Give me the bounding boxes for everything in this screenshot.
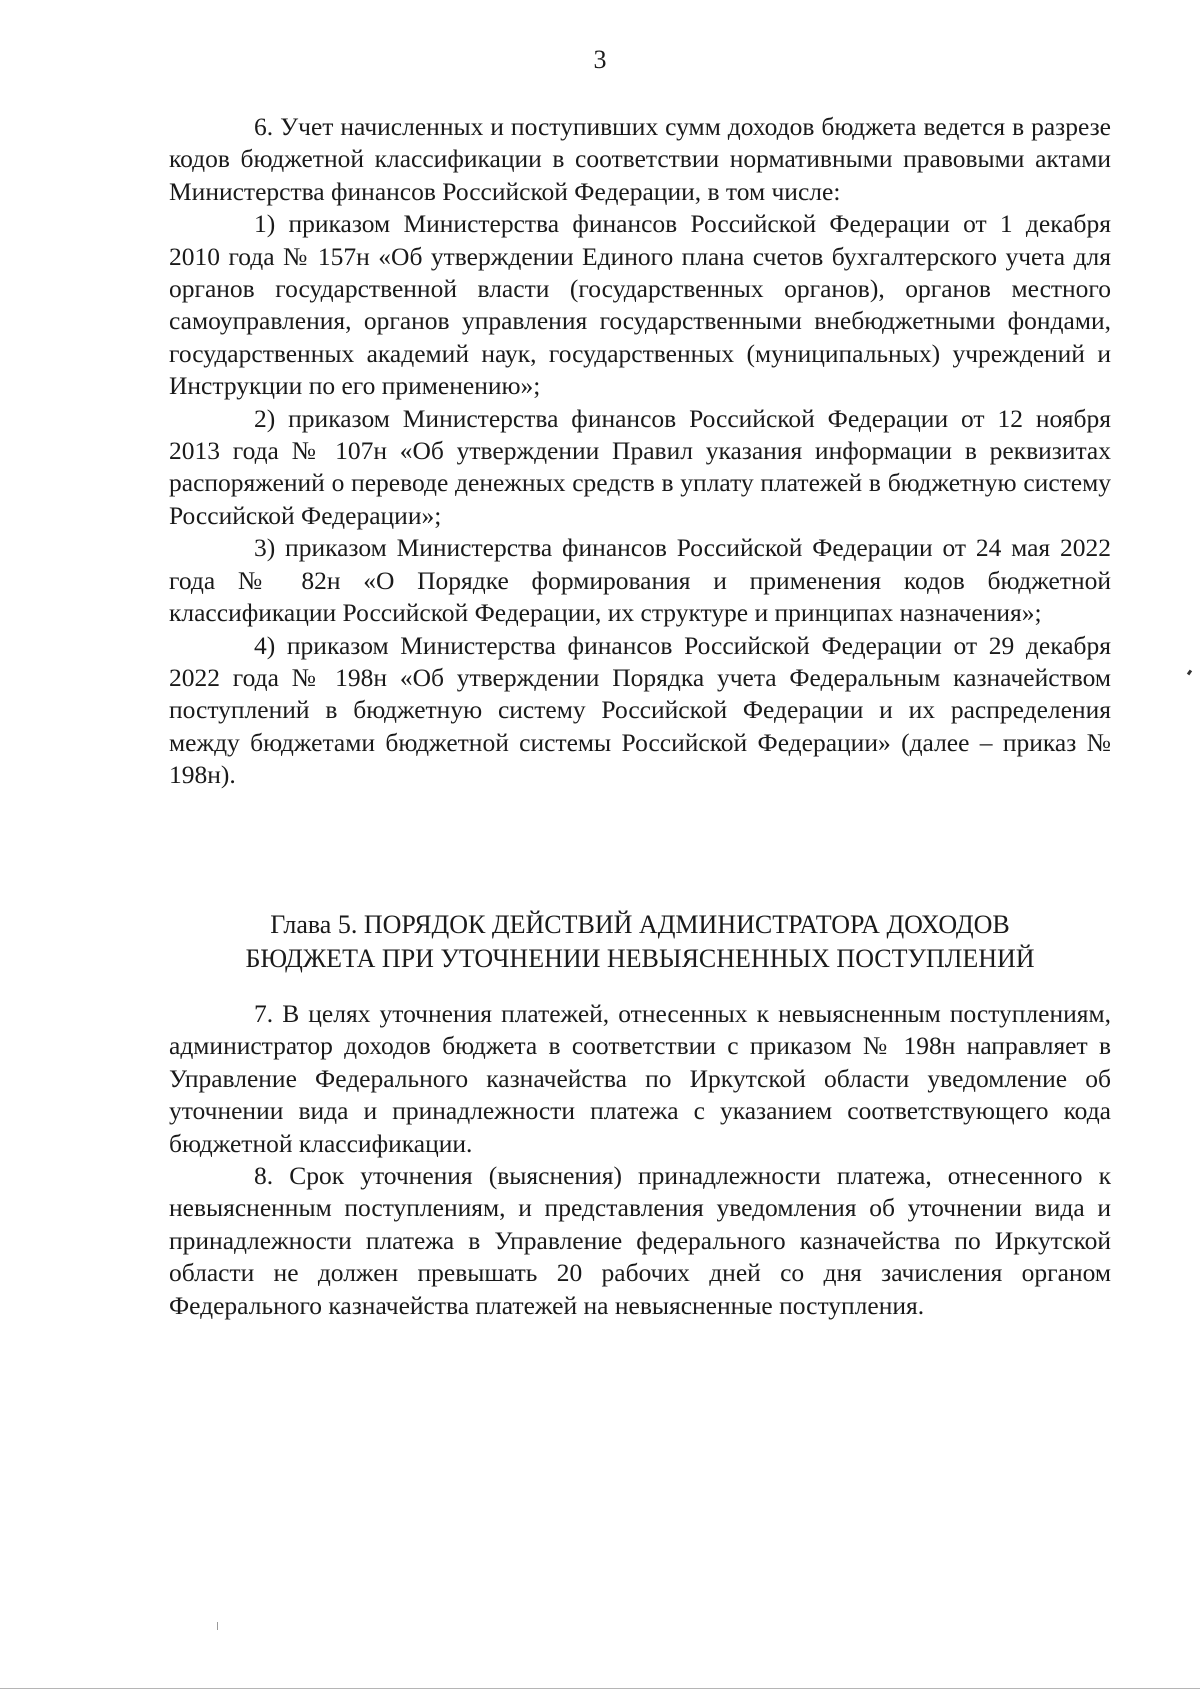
chapter-5-title	[150, 908, 1130, 976]
section-6-item-4: 4) приказом Министерства финансов Российской Федерации от 29 декабря 2022 года № 198н «Об утверждении Порядка учета Федеральным казначейством поступлений в бюджетную систему Российской Федерации и их распределения между бюджетами бюджетной системы Российской Федерации» (далее – приказ № 198н).	[169, 630, 1111, 790]
scan-speck	[1187, 670, 1192, 676]
chapter-5-title-line-1: Глава 5. ПОРЯДОК ДЕЙСТВИЙ АДМИНИСТРАТОРА ДОХОДОВ	[270, 910, 1010, 939]
section-6-intro: 6. Учет начисленных и поступивших сумм доходов бюджета ведется в разрезе кодов бюджетной классификации в соответствии нормативными правовыми актами Министерства финансов Российской Федерации, в том числе:	[169, 112, 1111, 206]
section-6-item-3: 3) приказом Министерства финансов Российской Федерации от 24 мая 2022 года № 82н «О Порядке формирования и применения кодов бюджетной классификации Российской Федерации, их структуре и принципах назначения»;	[169, 533, 1111, 628]
section-6-item-1: 1) приказом Министерства финансов Российской Федерации от 1 декабря 2010 года № 157н «Об утверждении Единого плана счетов бухгалтерского учета для органов государственной власти (государственных органов), органов местного самоуправления, органов управления государственными внебюджетными фондами, государственных академий наук, государственных (муниципальных) учреждений и Инструкции по его применению»;	[169, 209, 1111, 401]
page-number: 3	[593, 45, 607, 74]
chapter-5-body	[169, 998, 1111, 1322]
section-7: 7. В целях уточнения платежей, отнесенных к невыясненным поступлениям, администратор доходов бюджета в соответствии с приказом № 198н направляет в Управление Федерального казначейства по Иркутской области уведомление об уточнении вида и принадлежности платежа с указанием соответствующего кода бюджетной классификации.	[169, 999, 1111, 1158]
scan-edge-line	[0, 1688, 1200, 1689]
section-6-item-2: 2) приказом Министерства финансов Российской Федерации от 12 ноября 2013 года № 107н «Об утверждении Правил указания информации в реквизитах распоряжений о переводе денежных средств в уплату платежей в бюджетную систему Российской Федерации»;	[169, 403, 1111, 530]
section-6	[169, 111, 1111, 792]
scan-speck-bottom	[217, 1622, 218, 1630]
chapter-5-title-line-2: БЮДЖЕТА ПРИ УТОЧНЕНИИ НЕВЫЯСНЕННЫХ ПОСТУПЛЕНИЙ	[245, 944, 1035, 973]
section-8: 8. Срок уточнения (выяснения) принадлежности платежа, отнесенного к невыясненным поступлениям, и представления уведомления об уточнении вида и принадлежности платежа в Управление федерального казначейства по Иркутской области не должен превышать 20 рабочих дней со дня зачисления органом Федерального казначейства платежей на невыясненные поступления.	[169, 1161, 1111, 1320]
